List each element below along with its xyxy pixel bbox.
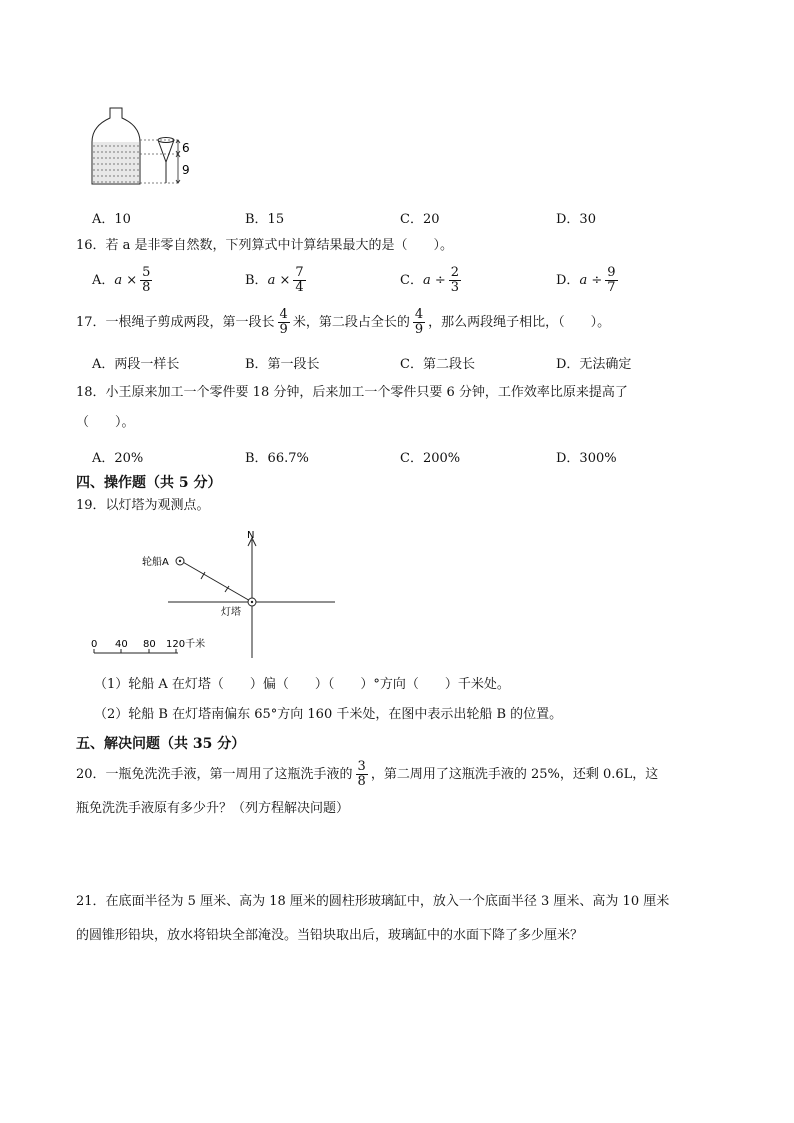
q17-option-b[interactable]: B．第一段长 xyxy=(245,357,320,372)
option-expr: a ÷ xyxy=(579,273,603,288)
q15-option-d[interactable]: D．30 xyxy=(556,212,596,227)
q19-part2: （2）轮船 B 在灯塔南偏东 65°方向 160 千米处，在图中表示出轮船 B 的位置。 xyxy=(94,707,563,722)
fraction-numerator: 2 xyxy=(450,265,460,280)
ship-a-label: 轮船A xyxy=(142,557,169,568)
q15-option-c[interactable]: C．20 xyxy=(400,212,440,227)
option-prefix: C． xyxy=(400,273,423,288)
q18-option-d[interactable]: D．300% xyxy=(556,451,617,466)
option-prefix: B． xyxy=(245,273,268,288)
q18-stem-line2: （ ）。 xyxy=(76,415,135,430)
lighthouse-map xyxy=(88,528,348,660)
fraction-denominator: 9 xyxy=(279,322,288,337)
q16-option-d[interactable] xyxy=(556,266,621,295)
option-prefix: D． xyxy=(556,273,580,288)
option-expr: a × xyxy=(267,273,291,288)
fraction xyxy=(449,266,461,295)
q19-stem: 19．以灯塔为观测点。 xyxy=(76,498,210,513)
q18-option-c[interactable]: C．200% xyxy=(400,451,461,466)
fraction-numerator: 9 xyxy=(607,265,616,280)
fraction-denominator: 8 xyxy=(142,280,151,295)
q17-stem-part-a: 17．一根绳子剪成两段，第一段长 xyxy=(76,315,275,330)
scale-label-40: 40 xyxy=(115,639,128,650)
fraction-denominator: 7 xyxy=(607,280,616,295)
q18-option-a[interactable]: A．20% xyxy=(92,451,144,466)
fraction xyxy=(356,760,368,789)
q17-stem-part-c: ，那么两段绳子相比，（ ）。 xyxy=(428,315,611,330)
fraction-denominator: 3 xyxy=(450,280,460,295)
fraction xyxy=(605,266,617,295)
section-heading-problem-solving: 五、解决问题（共 35 分） xyxy=(76,736,246,752)
q17-stem xyxy=(76,308,610,337)
q16-stem: 16．若 a 是非零自然数，下列算式中计算结果最大的是（ ）。 xyxy=(76,238,454,253)
option-prefix: A． xyxy=(92,273,115,288)
q21-stem-line2: 的圆锥形铅块，放水将铅块全部淹没。当铅块取出后，玻璃缸中的水面下降了多少厘米？ xyxy=(76,928,584,943)
option-expr: a × xyxy=(114,273,138,288)
q20-stem-part-a: 20．一瓶免洗洗手液，第一周用了这瓶洗手液的 xyxy=(76,767,353,782)
cone-height-label: 6 xyxy=(182,141,190,155)
q15-option-b[interactable]: B．15 xyxy=(245,212,285,227)
bottle-cone-figure xyxy=(88,104,198,190)
q19-part1: （1）轮船 A 在灯塔（ ）偏（ ）（ ）°方向（ ）千米处。 xyxy=(94,677,510,692)
q18-stem-line1: 18．小王原来加工一个零件要 18 分钟，后来加工一个零件只要 6 分钟，工作效率比原来提高了 xyxy=(76,385,628,400)
q18-option-b[interactable]: B．66.7% xyxy=(245,451,309,466)
fraction-numerator: 5 xyxy=(142,265,151,280)
q17-option-c[interactable]: C．第二段长 xyxy=(400,357,475,372)
fraction-numerator: 4 xyxy=(414,307,424,322)
fraction xyxy=(278,308,290,337)
fraction-numerator: 7 xyxy=(295,265,304,280)
fraction-denominator: 8 xyxy=(357,774,366,789)
q16-option-a[interactable] xyxy=(92,266,155,295)
option-expr: a ÷ xyxy=(422,273,446,288)
q17-stem-part-b: 米，第二段占全长的 xyxy=(292,315,410,330)
scale-label-120: 120千米 xyxy=(166,639,206,650)
q20-stem-line1 xyxy=(76,760,658,789)
scale-label-0: 0 xyxy=(91,639,98,650)
fraction xyxy=(140,266,152,295)
q21-stem-line1: 21．在底面半径为 5 厘米、高为 18 厘米的圆柱形玻璃缸中，放入一个底面半径 3 厘米、高为 10 厘米 xyxy=(76,894,670,909)
q15-option-a[interactable]: A．10 xyxy=(92,212,131,227)
fraction-numerator: 3 xyxy=(357,759,366,774)
fraction-denominator: 4 xyxy=(295,280,304,295)
section-heading-operations: 四、操作题（共 5 分） xyxy=(76,475,222,491)
q20-stem-part-b: ，第二周用了这瓶洗手液的 25%，还剩 0.6L，这 xyxy=(370,767,659,782)
lighthouse-label: 灯塔 xyxy=(221,607,241,618)
fraction-numerator: 4 xyxy=(279,307,288,322)
north-label: N xyxy=(247,530,255,541)
q17-option-a[interactable]: A．两段一样长 xyxy=(92,357,180,372)
map-scale-bar xyxy=(91,637,205,653)
q20-stem-line2: 瓶免洗洗手液原有多少升？（列方程解决问题） xyxy=(76,801,350,816)
fraction xyxy=(413,308,425,337)
q17-option-d[interactable]: D．无法确定 xyxy=(556,357,632,372)
q16-option-c[interactable] xyxy=(400,266,464,295)
scale-label-80: 80 xyxy=(143,639,156,650)
fraction xyxy=(293,266,305,295)
fraction-denominator: 9 xyxy=(414,322,424,337)
water-height-label: 9 xyxy=(182,163,190,177)
q16-option-b[interactable] xyxy=(245,266,309,295)
